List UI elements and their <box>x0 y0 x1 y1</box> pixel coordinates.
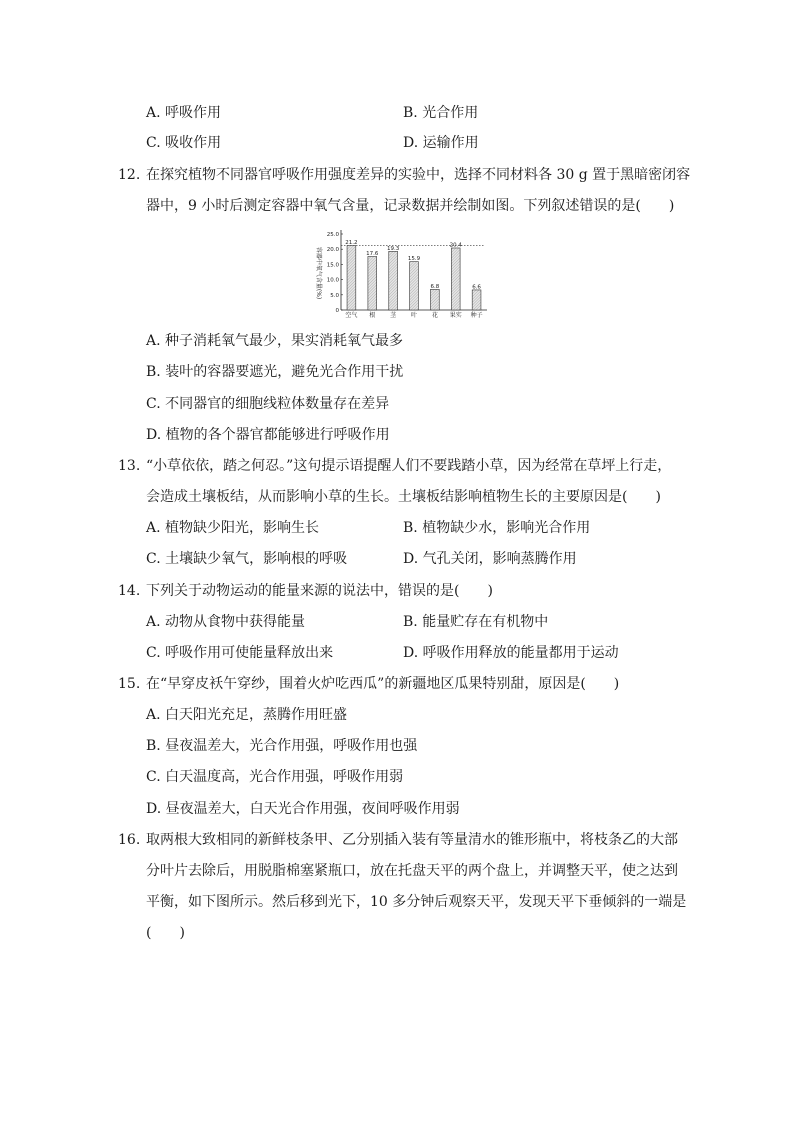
q14-option-a <box>146 612 305 632</box>
bar-4 <box>430 289 439 310</box>
option-text: 能量贮存在有机物中 <box>422 614 549 630</box>
bar-2 <box>389 251 398 310</box>
option-text: 植物的各个器官都能够进行呼吸作用 <box>165 427 390 443</box>
option-label: C. <box>146 769 161 785</box>
option-text: 动物从食物中获得能量 <box>165 614 306 630</box>
q15-option-d <box>146 799 460 819</box>
bar-value-label: 19.3 <box>387 245 400 252</box>
q14-option-b <box>403 612 548 632</box>
x-tick-label: 茎 <box>390 312 397 319</box>
q12-option-a <box>146 331 403 351</box>
option-label: B. <box>403 520 418 536</box>
q11-option-c <box>146 133 221 153</box>
y-axis-label: 容器中氧气含量(%) <box>315 246 322 300</box>
option-text: 运输作用 <box>422 135 479 151</box>
q13-number: 13. <box>118 458 141 474</box>
y-tick-label: 20.0 <box>326 247 339 254</box>
q14-option-d <box>403 643 619 663</box>
q16-number: 16. <box>118 832 141 848</box>
option-text: 昼夜温差大，光合作用强，呼吸作用也强 <box>165 738 418 754</box>
q11-option-a <box>146 103 221 123</box>
x-tick-label: 空气 <box>345 312 358 319</box>
q13-option-d <box>403 549 577 569</box>
q12-number: 12. <box>118 167 141 183</box>
x-tick-label: 叶 <box>410 312 418 319</box>
option-label: A. <box>146 520 161 536</box>
bar-1 <box>368 256 377 310</box>
bar-0 <box>347 246 356 310</box>
q11-option-b <box>403 103 478 123</box>
option-label: A. <box>146 105 161 121</box>
q15-option-c <box>146 767 403 787</box>
option-text: 种子消耗氧气最少，果实消耗氧气最多 <box>165 333 404 349</box>
option-label: D. <box>146 801 162 817</box>
x-tick-label: 花 <box>431 312 438 319</box>
oxygen-content-bar-chart <box>305 226 495 321</box>
option-text: 土壤缺少氧气，影响根的呼吸 <box>165 551 348 567</box>
option-text: 光合作用 <box>422 105 479 121</box>
option-label: C. <box>146 135 161 151</box>
option-text: 呼吸作用释放的能量都用于运动 <box>422 645 619 661</box>
q16-stem-line3: 平衡，如下图所示。然后移到光下，10 多分钟后观察天平，发现天平下垂倾斜的一端是 <box>146 894 687 910</box>
option-label: A. <box>146 707 161 723</box>
x-tick-label: 根 <box>369 312 376 319</box>
q13-stem-line1: “小草依依，踏之何忍。”这句提示语提醒人们不要践踏小草，因为经常在草坪上行走， <box>146 458 672 474</box>
q12-option-d <box>146 425 390 445</box>
x-tick-label: 种子 <box>470 312 483 319</box>
bar-value-label: 21.2 <box>345 240 358 247</box>
option-label: D. <box>403 551 419 567</box>
option-text: 昼夜温差大，白天光合作用强，夜间呼吸作用弱 <box>165 801 460 817</box>
q16-stem-line2: 分叶片去除后，用脱脂棉塞紧瓶口，放在托盘天平的两个盘上，并调整天平，使之达到 <box>146 863 678 879</box>
q14-number: 14. <box>118 583 141 599</box>
option-text: 白天阳光充足，蒸腾作用旺盛 <box>165 707 348 723</box>
option-label: A. <box>146 333 161 349</box>
q12-option-c <box>146 394 389 414</box>
q12-option-b <box>146 362 403 382</box>
option-label: C. <box>146 396 161 412</box>
bar-value-label: 6.8 <box>430 283 440 290</box>
q15-number: 15. <box>118 676 141 692</box>
y-tick-label: 15.0 <box>326 262 339 269</box>
option-text: 装叶的容器要遮光，避免光合作用干扰 <box>165 364 404 380</box>
bar-5 <box>451 248 460 310</box>
option-text: 白天温度高，光合作用强，呼吸作用弱 <box>165 769 404 785</box>
q14-stem-line1: 下列关于动物运动的能量来源的说法中，错误的是( ) <box>146 583 493 599</box>
q12-stem-line2: 器中，9 小时后测定容器中氧气含量，记录数据并绘制如图。下列叙述错误的是( ) <box>146 198 675 214</box>
q13-stem-line2: 会造成土壤板结，从而影响小草的生长。土壤板结影响植物生长的主要原因是( ) <box>146 489 661 505</box>
option-label: B. <box>146 364 161 380</box>
y-tick-label: 0 <box>335 308 339 314</box>
y-tick-label: 10.0 <box>326 277 339 284</box>
option-text: 呼吸作用可使能量释放出来 <box>165 645 334 661</box>
option-label: A. <box>146 614 161 630</box>
option-text: 呼吸作用 <box>165 105 222 121</box>
option-text: 不同器官的细胞线粒体数量存在差异 <box>165 396 390 412</box>
q15-option-b <box>146 736 417 756</box>
q13-option-a <box>146 518 319 538</box>
q11-option-d <box>403 133 479 153</box>
q12-stem-line1: 在探究植物不同器官呼吸作用强度差异的实验中，选择不同材料各 30 g 置于黑暗密闭容 <box>146 167 691 183</box>
bars <box>345 240 481 310</box>
q15-option-a <box>146 705 347 725</box>
option-label: B. <box>403 614 418 630</box>
bar-6 <box>472 290 481 310</box>
option-label: B. <box>403 105 418 121</box>
option-label: D. <box>403 135 419 151</box>
option-text: 吸收作用 <box>165 135 222 151</box>
bar-value-label: 17.6 <box>366 250 379 257</box>
option-text: 植物缺少水，影响光合作用 <box>422 520 591 536</box>
option-label: D. <box>146 427 162 443</box>
option-label: C. <box>146 645 161 661</box>
bar-value-label: 15.9 <box>407 256 421 263</box>
q15-stem-line1: 在“早穿皮袄午穿纱，围着火炉吃西瓜”的新疆地区瓜果特别甜，原因是( ) <box>146 676 620 692</box>
option-label: C. <box>146 551 161 567</box>
q13-option-c <box>146 549 347 569</box>
x-ticks <box>345 311 482 319</box>
q16-stem-line1: 取两根大致相同的新鲜枝条甲、乙分别插入装有等量清水的锥形瓶中，将枝条乙的大部 <box>146 832 678 848</box>
bar-value-label: 20.4 <box>449 242 462 249</box>
y-tick-label: 5.0 <box>330 292 339 299</box>
q14-option-c <box>146 643 333 663</box>
bar-value-label: 6.6 <box>472 284 481 291</box>
y-ticks <box>327 232 343 314</box>
q13-option-b <box>403 518 590 538</box>
option-text: 植物缺少阳光，影响生长 <box>165 520 320 536</box>
option-label: D. <box>403 645 419 661</box>
x-tick-label: 果实 <box>449 312 462 319</box>
q16-stem-line4: ( ) <box>146 925 185 941</box>
option-label: B. <box>146 738 161 754</box>
bar-3 <box>410 262 419 310</box>
y-tick-label: 25.0 <box>326 232 339 238</box>
option-text: 气孔关闭，影响蒸腾作用 <box>422 551 577 567</box>
